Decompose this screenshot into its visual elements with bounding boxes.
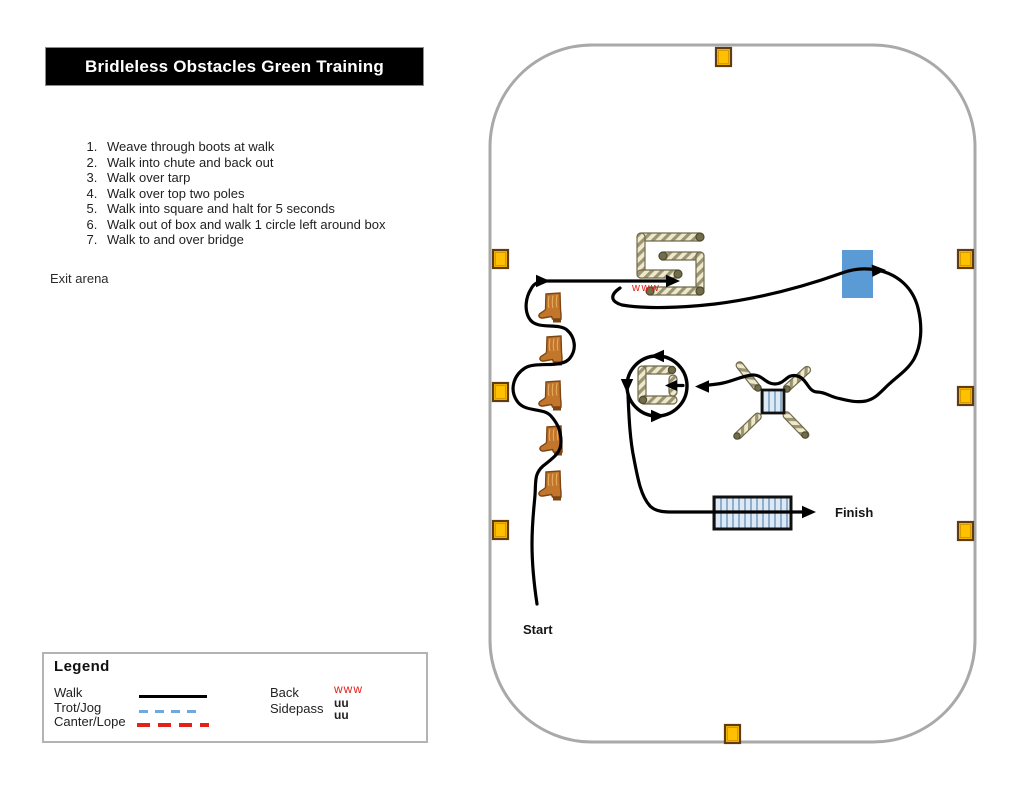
boot-icon (539, 293, 561, 323)
legend-sidepass-label: Sidepass (270, 701, 324, 716)
boot-icon (540, 336, 562, 366)
tarp-icon (842, 250, 873, 298)
direction-arrows (536, 264, 886, 518)
sidepass-symbol: uu (334, 708, 349, 722)
walk-path-weave (513, 281, 666, 604)
instruction-item: 4. Walk over top two poles (101, 186, 471, 202)
slide-title: Bridleless Obstacles Green Training (85, 56, 384, 76)
platform-icon (762, 390, 784, 413)
arrowhead-icon (651, 410, 665, 422)
instruction-item: 6. Walk out of box and walk 1 circle left around box (101, 217, 471, 233)
back-symbol: www (334, 682, 363, 696)
arrowhead-icon (872, 264, 887, 277)
exit-arena-note: Exit arena (50, 271, 109, 286)
legend-back-label: Back (270, 685, 299, 700)
arena-markers (493, 48, 973, 743)
start-label: Start (523, 622, 553, 637)
instruction-item: 5. Walk into square and halt for 5 seconds (101, 201, 471, 217)
finish-label: Finish (835, 505, 874, 520)
instruction-item: 3. Walk over tarp (101, 170, 471, 186)
arena-fence (490, 45, 975, 742)
legend-canter-label: Canter/Lope (54, 714, 126, 729)
course-path (513, 269, 921, 604)
boot-icon (539, 471, 561, 501)
boot-icon (539, 381, 561, 411)
instruction-item: 2. Walk into chute and back out (101, 155, 471, 171)
arrowhead-icon (695, 380, 709, 392)
instruction-item: 1. Weave through boots at walk (101, 139, 471, 155)
arrowhead-icon (621, 379, 633, 393)
arrowhead-icon (650, 350, 664, 362)
legend-trot-label: Trot/Jog (54, 700, 102, 715)
arrowhead-icon (536, 275, 550, 287)
instruction-item: 7. Walk to and over bridge (101, 232, 471, 248)
sidepass-symbol: uu (334, 696, 349, 710)
legend-walk-label: Walk (54, 685, 83, 700)
legend-heading: Legend (54, 658, 110, 675)
arrowhead-icon (802, 506, 816, 518)
back-marker-text: www (632, 282, 661, 294)
